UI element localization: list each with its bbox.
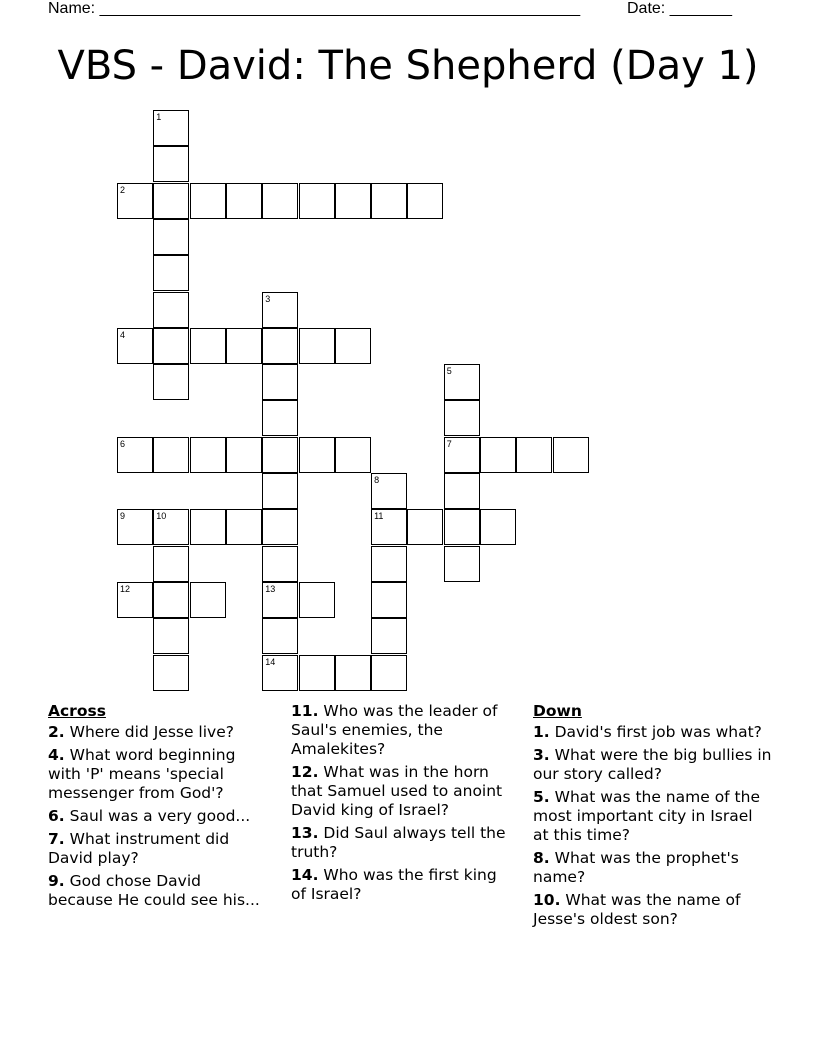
grid-cell[interactable] [480,509,516,545]
grid-cell[interactable] [371,582,407,618]
grid-cell[interactable] [444,400,480,436]
grid-cell[interactable] [262,618,298,654]
grid-cell[interactable] [190,582,226,618]
grid-cell[interactable] [335,655,371,691]
grid-cell[interactable] [371,546,407,582]
clue-down-3: 3. What were the big bullies in our story called? [533,746,772,783]
grid-cell[interactable] [444,546,480,582]
clue-number: 10 [156,511,167,522]
clue-down-10: 10. What was the name of Jesse's oldest son? [533,891,741,928]
clue-across-2: 2. Where did Jesse live? [48,723,234,741]
clue-across-13: 13. Did Saul always tell the truth? [291,824,506,861]
clue-number: 13 [265,583,276,594]
grid-cell[interactable] [444,437,480,473]
grid-cell[interactable] [153,255,189,291]
grid-cell[interactable] [335,183,371,219]
grid-cell[interactable] [299,328,335,364]
grid-cell[interactable] [299,437,335,473]
clue-across-7: 7. What instrument did David play? [48,830,230,867]
grid-cell[interactable] [190,509,226,545]
grid-cell[interactable] [153,437,189,473]
clue-across-11: 11. Who was the leader of Saul's enemies, the Amalekites? [291,702,498,758]
clue-number: 7 [446,438,452,449]
grid-cell[interactable] [262,509,298,545]
grid-cell[interactable] [444,473,480,509]
grid-cell[interactable] [480,437,516,473]
grid-cell[interactable] [190,437,226,473]
grid-cell[interactable] [262,473,298,509]
grid-cell[interactable] [153,183,189,219]
grid-cell[interactable] [407,183,443,219]
clue-across-12: 12. What was in the horn that Samuel used to anoint David king of Israel? [291,763,503,819]
grid-cell[interactable] [444,364,480,400]
grid-cell[interactable] [262,292,298,328]
clue-number: 12 [120,583,131,594]
grid-cell[interactable] [299,655,335,691]
date-field-label: Date: _______ [627,0,732,17]
grid-cell[interactable] [117,183,153,219]
clue-number: 1 [156,112,162,122]
grid-cell[interactable] [190,328,226,364]
grid-cell[interactable] [299,582,335,618]
grid-cell[interactable] [153,146,189,182]
grid-cell[interactable] [153,364,189,400]
across-clues-column-2 [291,702,516,908]
grid-cell[interactable] [262,655,298,691]
grid-cell[interactable] [153,219,189,255]
clue-down-8: 8. What was the prophet's name? [533,849,739,886]
across-clues-column-1 [48,702,268,914]
grid-cell[interactable] [444,509,480,545]
clue-number: 5 [446,366,452,377]
grid-cell[interactable] [371,655,407,691]
clue-number: 3 [265,293,271,304]
down-clues-column [533,702,773,933]
grid-cell[interactable] [262,546,298,582]
clue-down-5: 5. What was the name of the most important city in Israel at this time? [533,788,760,844]
clue-number: 8 [374,475,380,485]
grid-cell[interactable] [226,437,262,473]
grid-cell[interactable] [153,292,189,328]
grid-cell[interactable] [335,328,371,364]
grid-cell[interactable] [262,364,298,400]
grid-cell[interactable] [335,437,371,473]
clue-across-14: 14. Who was the first king of Israel? [291,866,497,903]
grid-cell[interactable] [226,183,262,219]
clue-number: 9 [120,511,126,522]
grid-cell[interactable] [153,546,189,582]
grid-cell[interactable] [262,328,298,364]
clue-across-9: 9. God chose David because He could see his... [48,872,260,909]
grid-cell[interactable] [117,509,153,545]
down-heading: Down [533,702,582,720]
grid-cell[interactable] [407,509,443,545]
grid-cell[interactable] [299,183,335,219]
grid-cell[interactable] [117,328,153,364]
grid-cell[interactable] [262,582,298,618]
clue-down-1: 1. David's first job was what? [533,723,762,741]
clue-number: 11 [374,511,384,522]
grid-cell[interactable] [226,328,262,364]
grid-cell[interactable] [117,437,153,473]
page-title: VBS - David: The Shepherd (Day 1) [57,43,759,89]
grid-cell[interactable] [153,655,189,691]
grid-cell[interactable] [262,183,298,219]
grid-cell[interactable] [153,110,189,146]
across-heading: Across [48,702,106,720]
grid-cell[interactable] [153,509,189,545]
clue-across-6: 6. Saul was a very good... [48,807,251,825]
grid-cell[interactable] [371,618,407,654]
clue-across-4: 4. What word beginning with 'P' means 'special messenger from God'? [48,746,236,802]
grid-cell[interactable] [553,437,589,473]
grid-cell[interactable] [262,400,298,436]
grid-cell[interactable] [262,437,298,473]
clue-number: 4 [120,329,126,340]
grid-cell[interactable] [153,582,189,618]
clue-number: 14 [265,656,276,667]
clue-number: 6 [120,438,126,449]
grid-cell[interactable] [516,437,552,473]
name-field-label: Name: ______________________________________________________ [48,0,581,17]
grid-cell[interactable] [226,509,262,545]
grid-cell[interactable] [117,582,153,618]
grid-cell[interactable] [190,183,226,219]
clue-number: 2 [120,184,126,195]
grid-cell[interactable] [153,328,189,364]
grid-cell[interactable] [371,473,407,509]
grid-cell[interactable] [371,183,407,219]
grid-cell[interactable] [371,509,407,545]
grid-cell[interactable] [153,618,189,654]
